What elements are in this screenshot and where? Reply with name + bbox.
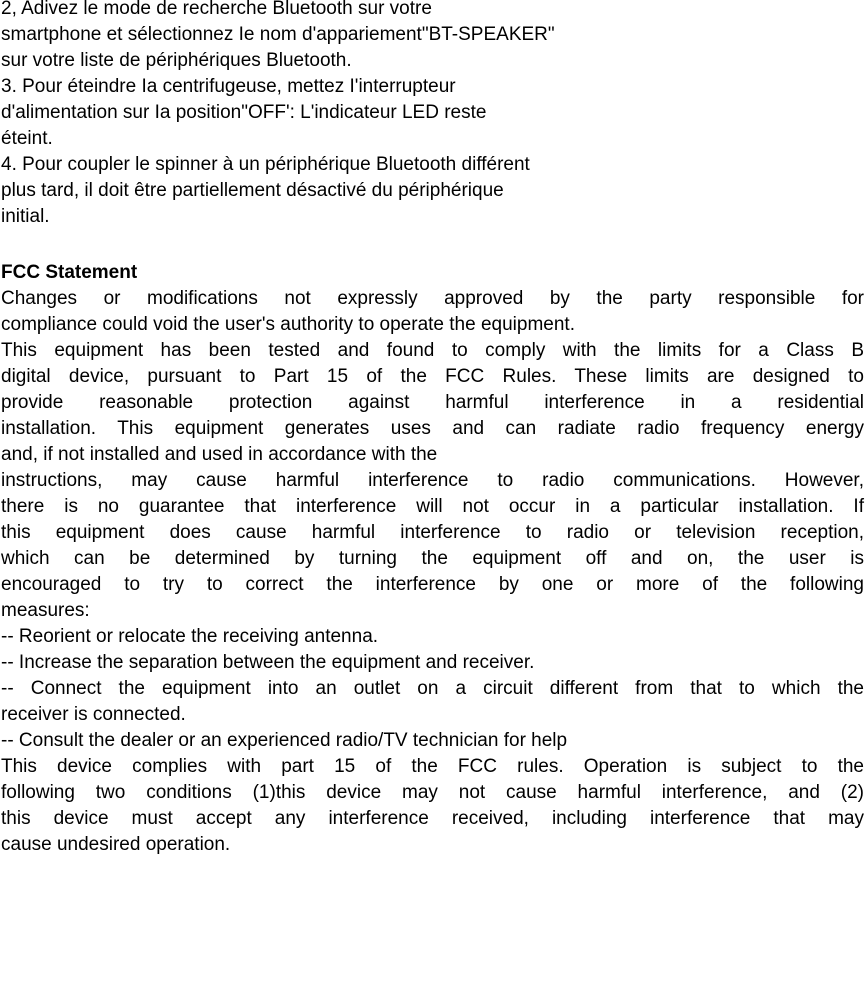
- text-line: this device must accept any interference received, including interference that may: [1, 808, 864, 829]
- text-line: installation. This equipment generates uses and can radiate radio frequency energy: [1, 418, 864, 439]
- text-line: -- Increase the separation between the equipment and receiver.: [1, 652, 535, 673]
- text-line: this equipment does cause harmful interference to radio or television reception,: [1, 522, 864, 543]
- text-line: -- Reorient or relocate the receiving antenna.: [1, 626, 379, 647]
- text-line: following two conditions (1)this device may not cause harmful interference, and (2): [1, 782, 864, 803]
- text-line: -- Connect the equipment into an outlet on a circuit different from that to which the: [1, 678, 864, 699]
- fcc-statement: [1, 258, 864, 860]
- text-line: 4. Pour coupler le spinner à un périphérique Bluetooth différent: [1, 154, 530, 175]
- text-line: Changes or modifications not expressly approved by the party responsible for: [1, 288, 864, 309]
- text-line: encouraged to try to correct the interference by one or more of the following: [1, 574, 864, 595]
- text-line: and, if not installed and used in accordance with the: [1, 444, 438, 465]
- text-line: provide reasonable protection against harmful interference in a residential: [1, 392, 864, 413]
- text-line: smartphone et sélectionnez Ie nom d'appariement"BT-SPEAKER": [1, 24, 555, 45]
- french-instructions: [1, 0, 864, 232]
- text-line: d'alimentation sur Ia position"OFF': L'indicateur LED reste: [1, 102, 487, 123]
- section-heading: FCC Statement: [1, 262, 138, 283]
- text-line: 3. Pour éteindre Ia centrifugeuse, mettez I'interrupteur: [1, 76, 456, 97]
- text-line: instructions, may cause harmful interference to radio communications. However,: [1, 470, 864, 491]
- text-line: initial.: [1, 206, 50, 227]
- text-line: digital device, pursuant to Part 15 of the FCC Rules. These limits are designed to: [1, 366, 864, 387]
- text-line: This equipment has been tested and found to comply with the limits for a Class B: [1, 340, 864, 361]
- text-line: which can be determined by turning the equipment off and on, the user is: [1, 548, 864, 569]
- text-line: sur votre liste de périphériques Bluetooth.: [1, 50, 352, 71]
- text-line: plus tard, il doit être partiellement désactivé du périphérique: [1, 180, 504, 201]
- text-line: éteint.: [1, 128, 53, 149]
- text-line: 2, Adivez le mode de recherche Bluetooth sur votre: [1, 0, 432, 19]
- text-line: there is no guarantee that interference will not occur in a particular installation. If: [1, 496, 864, 517]
- text-line: compliance could void the user's authority to operate the equipment.: [1, 314, 575, 335]
- text-line: receiver is connected.: [1, 704, 186, 725]
- text-line: cause undesired operation.: [1, 834, 231, 855]
- text-line: -- Consult the dealer or an experienced radio/TV technician for help: [1, 730, 568, 751]
- text-line: This device complies with part 15 of the FCC rules. Operation is subject to the: [1, 756, 864, 777]
- text-line: measures:: [1, 600, 90, 621]
